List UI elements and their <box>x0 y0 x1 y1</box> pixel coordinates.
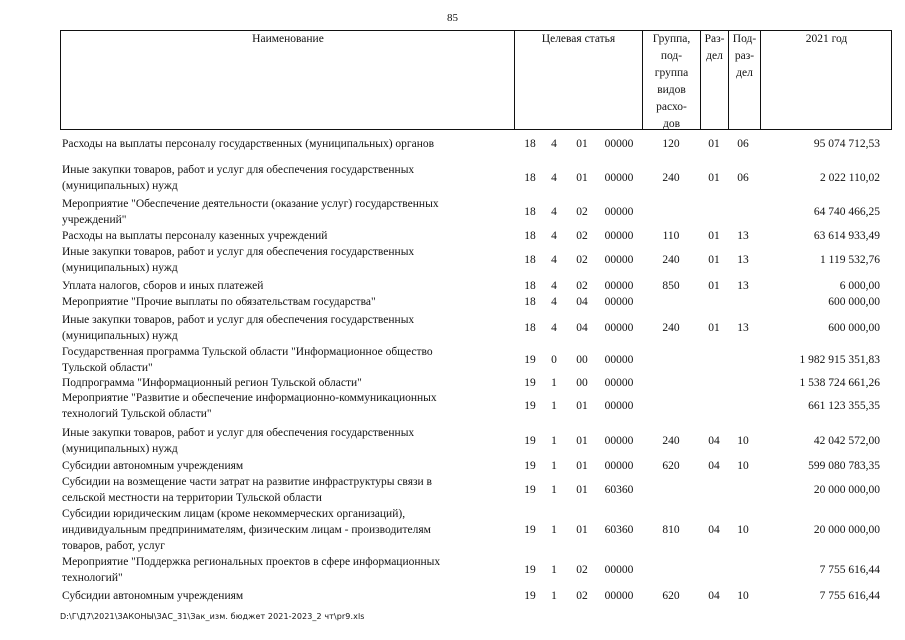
subsection-code: 13 <box>737 280 749 292</box>
row-name: Расходы на выплаты персоналу государственных (муниципальных) органов <box>62 138 435 150</box>
subsection-code: 06 <box>737 138 749 150</box>
target-code-event: 04 <box>576 296 588 308</box>
row-name: Мероприятие "Развитие и обеспечение информационно-коммуникационных технологий Тульской области" <box>62 392 437 420</box>
target-code-direction: 00000 <box>604 206 634 218</box>
header-subsection: Под- раз- дел <box>732 33 757 79</box>
amount-2021: 1 119 532,76 <box>820 254 880 266</box>
section-code: 01 <box>708 172 720 184</box>
row-name: Уплата налогов, сборов и иных платежей <box>62 280 264 292</box>
page-number: 85 <box>447 12 458 24</box>
target-code-direction: 00000 <box>604 354 634 366</box>
target-code-direction: 00000 <box>604 564 634 576</box>
table-row <box>60 506 892 554</box>
section-code: 01 <box>708 280 720 292</box>
table-row <box>60 136 892 152</box>
expense-group: 240 <box>662 322 680 334</box>
target-code-subprogram: 0 <box>551 354 557 366</box>
target-code-subprogram: 4 <box>551 280 557 292</box>
target-code-direction: 00000 <box>604 590 634 602</box>
target-code-event: 02 <box>576 590 588 602</box>
header-group: Группа, под- группа видов расхо- дов <box>652 33 691 130</box>
amount-2021: 1 538 724 661,26 <box>799 377 880 389</box>
target-code-direction: 00000 <box>604 400 634 412</box>
header-year: 2021 год <box>805 33 848 45</box>
subsection-code: 13 <box>737 254 749 266</box>
target-code-event: 02 <box>576 280 588 292</box>
target-code-event: 02 <box>576 564 588 576</box>
target-code-subprogram: 1 <box>551 524 557 536</box>
header-name: Наименование <box>252 33 324 45</box>
row-name: Мероприятие "Поддержка региональных проектов в сфере информационных технологий" <box>62 556 441 584</box>
target-code-direction: 00000 <box>604 460 634 472</box>
target-code-program: 19 <box>524 524 536 536</box>
target-code-program: 18 <box>524 172 536 184</box>
target-code-direction: 00000 <box>604 296 634 308</box>
file-path-footer: D:\Г\Д7\2021\ЗАКОНЫ\ЗАС_31\Зак_изм. бюджет 2021-2023_2 чт\pr9.xls <box>60 612 365 621</box>
table-row <box>60 196 892 228</box>
table-row <box>60 554 892 586</box>
target-code-subprogram: 4 <box>551 230 557 242</box>
subsection-code: 13 <box>737 230 749 242</box>
subsection-code: 10 <box>737 460 749 472</box>
expense-group: 240 <box>662 172 680 184</box>
target-code-program: 18 <box>524 206 536 218</box>
target-code-event: 01 <box>576 524 588 536</box>
target-code-program: 19 <box>524 354 536 366</box>
expense-group: 110 <box>662 230 680 242</box>
section-code: 01 <box>708 254 720 266</box>
target-code-subprogram: 4 <box>551 138 557 150</box>
target-code-direction: 00000 <box>604 172 634 184</box>
table-row <box>60 458 892 474</box>
row-name: Субсидии автономным учреждениям <box>62 460 244 472</box>
header-target: Целевая статья <box>541 33 616 45</box>
amount-2021: 599 080 783,35 <box>808 460 880 472</box>
target-code-direction: 00000 <box>604 230 634 242</box>
table-row <box>60 588 892 604</box>
row-name: Субсидии юридическим лицам (кроме некоммерческих организаций), индивидуальным предпринимателям, физическим лицам - производителям товаров, работ, услуг <box>62 508 431 552</box>
row-name: Государственная программа Тульской области "Информационное общество Тульской области" <box>62 346 433 374</box>
expense-group: 810 <box>662 524 680 536</box>
amount-2021: 7 755 616,44 <box>819 590 880 602</box>
section-code: 01 <box>708 322 720 334</box>
table-row <box>60 474 892 506</box>
subsection-code: 13 <box>737 322 749 334</box>
target-code-event: 00 <box>576 354 588 366</box>
amount-2021: 2 022 110,02 <box>820 172 880 184</box>
target-code-event: 02 <box>576 254 588 266</box>
amount-2021: 1 982 915 351,83 <box>799 354 880 366</box>
row-name: Иные закупки товаров, работ и услуг для обеспечения государственных (муниципальных) нужд <box>62 246 415 274</box>
row-name: Мероприятие "Обеспечение деятельности (оказание услуг) государственных учреждений" <box>62 198 439 226</box>
amount-2021: 63 614 933,49 <box>813 230 880 242</box>
table-row <box>60 390 892 422</box>
amount-2021: 6 000,00 <box>839 280 880 292</box>
target-code-subprogram: 4 <box>551 206 557 218</box>
target-code-program: 19 <box>524 590 536 602</box>
target-code-event: 01 <box>576 435 588 447</box>
row-name: Иные закупки товаров, работ и услуг для обеспечения государственных (муниципальных) нужд <box>62 164 415 192</box>
target-code-event: 01 <box>576 460 588 472</box>
target-code-program: 18 <box>524 230 536 242</box>
table-row <box>60 244 892 276</box>
table-row <box>60 278 892 294</box>
target-code-program: 19 <box>524 564 536 576</box>
subsection-code: 06 <box>737 172 749 184</box>
subsection-code: 10 <box>737 524 749 536</box>
row-name: Расходы на выплаты персоналу казенных учреждений <box>62 230 328 242</box>
target-code-direction: 00000 <box>604 435 634 447</box>
target-code-subprogram: 4 <box>551 322 557 334</box>
target-code-direction: 00000 <box>604 280 634 292</box>
subsection-code: 10 <box>737 435 749 447</box>
table-row <box>60 228 892 244</box>
section-code: 04 <box>708 460 720 472</box>
target-code-subprogram: 4 <box>551 296 557 308</box>
target-code-direction: 00000 <box>604 254 634 266</box>
amount-2021: 600 000,00 <box>828 296 880 308</box>
expense-group: 240 <box>662 435 680 447</box>
header-section: Раз- дел <box>704 33 725 62</box>
target-code-subprogram: 1 <box>551 564 557 576</box>
target-code-program: 19 <box>524 460 536 472</box>
target-code-direction: 00000 <box>604 322 634 334</box>
amount-2021: 42 042 572,00 <box>813 435 880 447</box>
target-code-subprogram: 1 <box>551 400 557 412</box>
table-row <box>60 425 892 457</box>
target-code-direction: 60360 <box>604 524 634 536</box>
target-code-event: 01 <box>576 400 588 412</box>
amount-2021: 95 074 712,53 <box>813 138 880 150</box>
target-code-event: 00 <box>576 377 588 389</box>
target-code-subprogram: 1 <box>551 460 557 472</box>
subsection-code: 10 <box>737 590 749 602</box>
target-code-subprogram: 4 <box>551 172 557 184</box>
target-code-subprogram: 1 <box>551 435 557 447</box>
row-name: Мероприятие "Прочие выплаты по обязательствам государства" <box>62 296 376 308</box>
target-code-program: 18 <box>524 322 536 334</box>
expense-group: 620 <box>662 590 680 602</box>
target-code-event: 01 <box>576 484 588 496</box>
table-row <box>60 344 892 376</box>
section-code: 04 <box>708 435 720 447</box>
target-code-program: 18 <box>524 138 536 150</box>
amount-2021: 64 740 466,25 <box>813 206 880 218</box>
target-code-program: 19 <box>524 377 536 389</box>
target-code-program: 18 <box>524 296 536 308</box>
target-code-event: 04 <box>576 322 588 334</box>
row-name: Субсидии на возмещение части затрат на развитие инфраструктуры связи в сельской местности на территории Тульской области <box>62 476 432 504</box>
expense-group: 240 <box>662 254 680 266</box>
table-row <box>60 294 892 310</box>
amount-2021: 600 000,00 <box>828 322 880 334</box>
section-code: 04 <box>708 590 720 602</box>
target-code-direction: 00000 <box>604 138 634 150</box>
target-code-program: 18 <box>524 254 536 266</box>
table-row <box>60 162 892 194</box>
target-code-subprogram: 4 <box>551 254 557 266</box>
target-code-event: 01 <box>576 172 588 184</box>
target-code-direction: 60360 <box>604 484 634 496</box>
amount-2021: 7 755 616,44 <box>819 564 880 576</box>
target-code-subprogram: 1 <box>551 590 557 602</box>
target-code-program: 19 <box>524 400 536 412</box>
table-row <box>60 312 892 344</box>
target-code-program: 19 <box>524 484 536 496</box>
row-name: Иные закупки товаров, работ и услуг для обеспечения государственных (муниципальных) нужд <box>62 427 415 455</box>
target-code-subprogram: 1 <box>551 377 557 389</box>
expense-group: 850 <box>662 280 680 292</box>
table-row <box>60 375 892 391</box>
expense-group: 120 <box>662 138 680 150</box>
row-name: Подпрограмма "Информационный регион Тульской области" <box>62 377 362 389</box>
target-code-direction: 00000 <box>604 377 634 389</box>
target-code-event: 01 <box>576 138 588 150</box>
section-code: 01 <box>708 138 720 150</box>
target-code-event: 02 <box>576 230 588 242</box>
target-code-event: 02 <box>576 206 588 218</box>
target-code-program: 19 <box>524 435 536 447</box>
expense-group: 620 <box>662 460 680 472</box>
target-code-program: 18 <box>524 280 536 292</box>
amount-2021: 661 123 355,35 <box>808 400 880 412</box>
amount-2021: 20 000 000,00 <box>813 524 880 536</box>
section-code: 04 <box>708 524 720 536</box>
row-name: Иные закупки товаров, работ и услуг для обеспечения государственных (муниципальных) нужд <box>62 314 415 342</box>
section-code: 01 <box>708 230 720 242</box>
target-code-subprogram: 1 <box>551 484 557 496</box>
row-name: Субсидии автономным учреждениям <box>62 590 244 602</box>
amount-2021: 20 000 000,00 <box>813 484 880 496</box>
